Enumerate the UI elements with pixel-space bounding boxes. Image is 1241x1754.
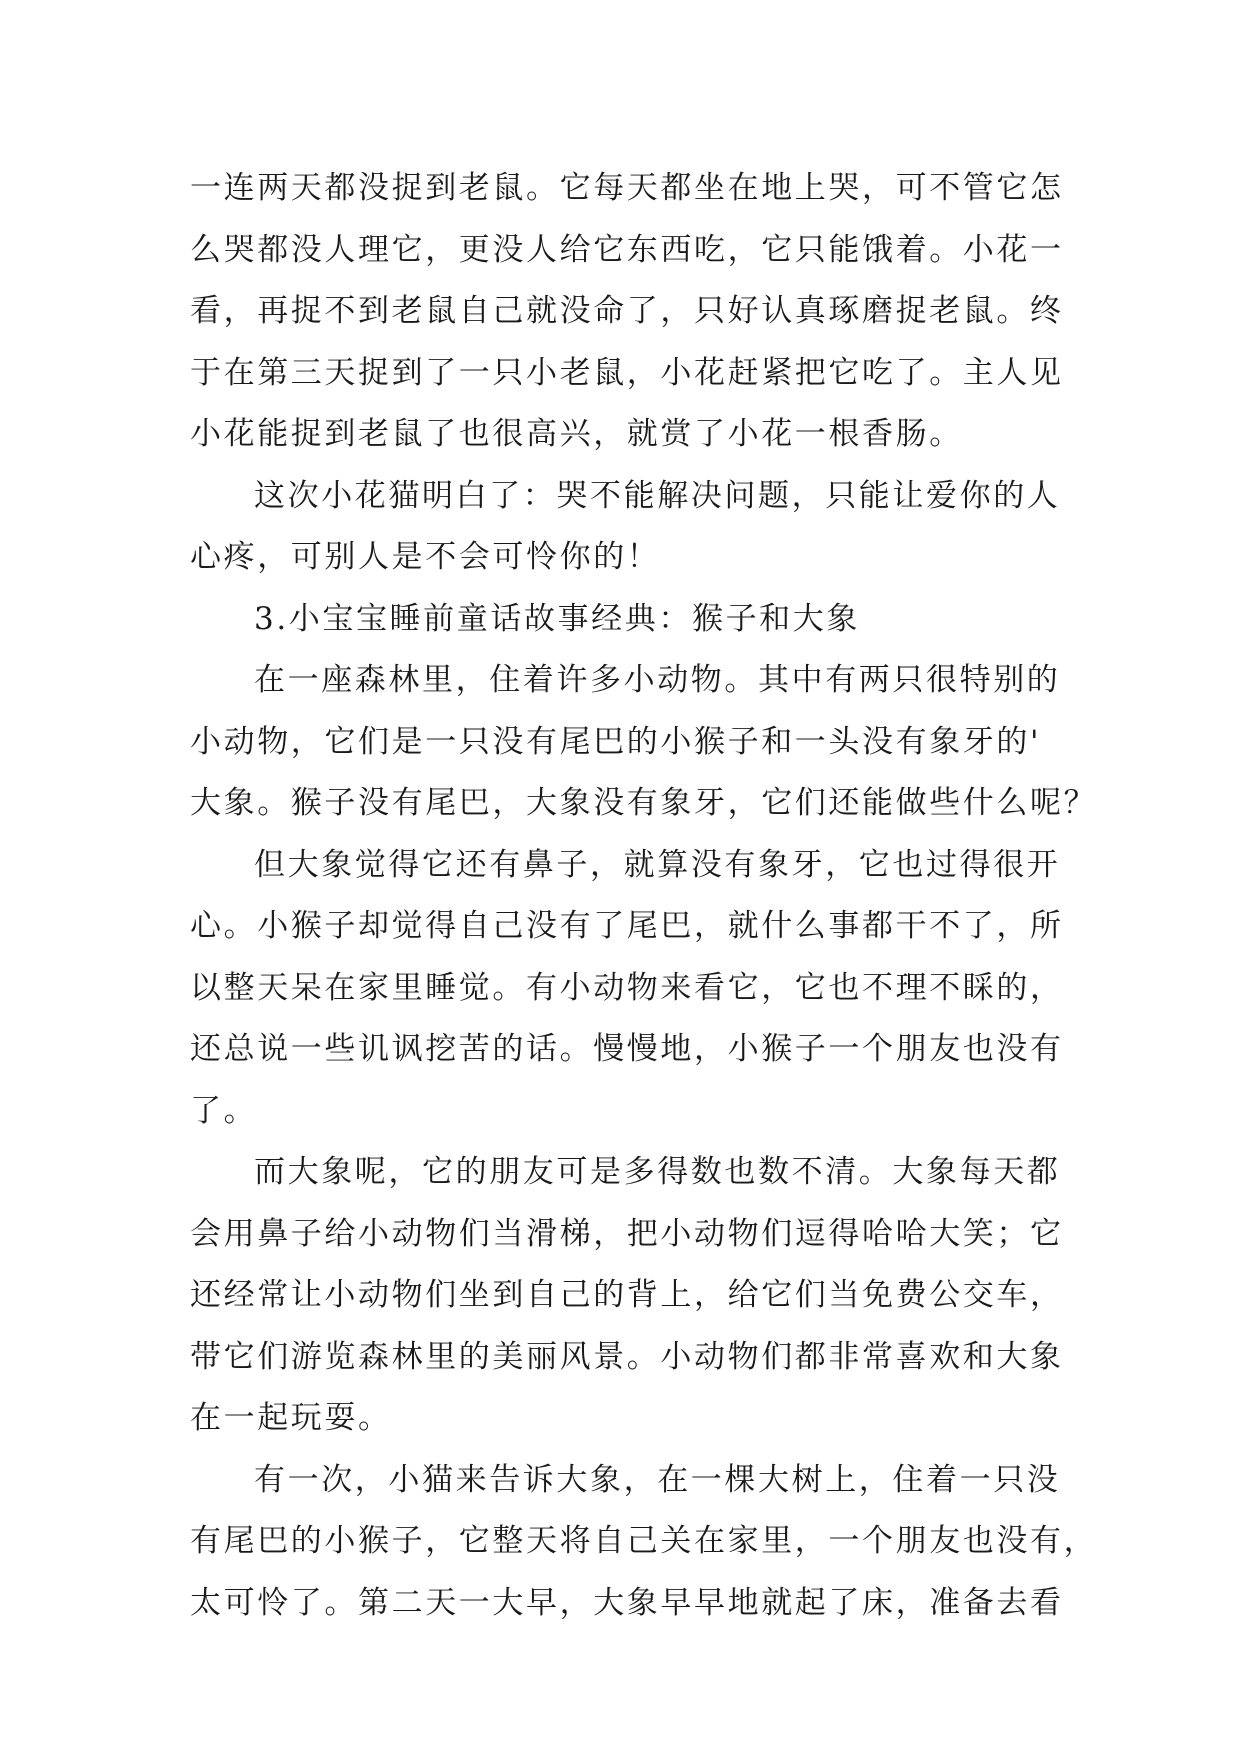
text-line: 于在第三天捉到了一只小老鼠，小花赶紧把它吃了。主人见 xyxy=(190,354,1064,391)
text-line: 么哭都没人理它，更没人给它东西吃，它只能饿着。小花一 xyxy=(190,231,1064,268)
text-line: 有尾巴的小猴子，它整天将自己关在家里，一个朋友也没有， xyxy=(190,1523,1098,1559)
text-line: 心疼，可别人是不会可怜你的！ xyxy=(190,539,661,575)
text-line: 了。 xyxy=(190,1092,258,1129)
paragraph-first-line: 但大象觉得它还有鼻子，就算没有象牙，它也过得很开 xyxy=(254,846,1061,883)
paragraph-first-line: 有一次，小猫来告诉大象，在一棵大树上，住着一只没 xyxy=(254,1461,1061,1498)
text-line: 太可怜了。第二天一大早，大象早早地就起了床，准备去看 xyxy=(190,1584,1064,1621)
paragraph-first-line: 而大象呢，它的朋友可是多得数也数不清。大象每天都 xyxy=(254,1154,1061,1190)
paragraph-first-line: 这次小花猫明白了：哭不能解决问题，只能让爱你的人 xyxy=(254,477,1061,514)
paragraph-first-line: 在一座森林里，住着许多小动物。其中有两只很特别的 xyxy=(254,662,1061,698)
text-line: 带它们游览森林里的美丽风景。小动物们都非常喜欢和大象 xyxy=(190,1338,1064,1375)
text-line: 会用鼻子给小动物们当滑梯，把小动物们逗得哈哈大笑；它 xyxy=(190,1215,1064,1252)
text-line: 心。小猴子却觉得自己没有了尾巴，就什么事都干不了，所 xyxy=(190,908,1064,944)
text-line: 还经常让小动物们坐到自己的背上，给它们当免费公交车， xyxy=(190,1277,1064,1313)
text-line: 在一起玩耍。 xyxy=(190,1400,392,1436)
text-line: 大象。猴子没有尾巴，大象没有象牙，它们还能做些什么呢？ xyxy=(190,785,1098,821)
document-body xyxy=(190,158,1098,1634)
text-line: 一连两天都没捉到老鼠。它每天都坐在地上哭，可不管它怎 xyxy=(190,170,1064,206)
text-line: 小花能捉到老鼠了也很高兴，就赏了小花一根香肠。 xyxy=(190,416,963,452)
text-line: 还总说一些讥讽挖苦的话。慢慢地，小猴子一个朋友也没有 xyxy=(190,1031,1064,1067)
text-line: 小动物，它们是一只没有尾巴的小猴子和一头没有象牙的' xyxy=(190,723,1042,760)
text-line: 以整天呆在家里睡觉。有小动物来看它，它也不理不睬的， xyxy=(190,969,1064,1006)
text-line: 看，再捉不到老鼠自己就没命了，只好认真琢磨捉老鼠。终 xyxy=(190,293,1064,329)
section-heading: 3.小宝宝睡前童话故事经典：猴子和大象 xyxy=(254,600,860,637)
